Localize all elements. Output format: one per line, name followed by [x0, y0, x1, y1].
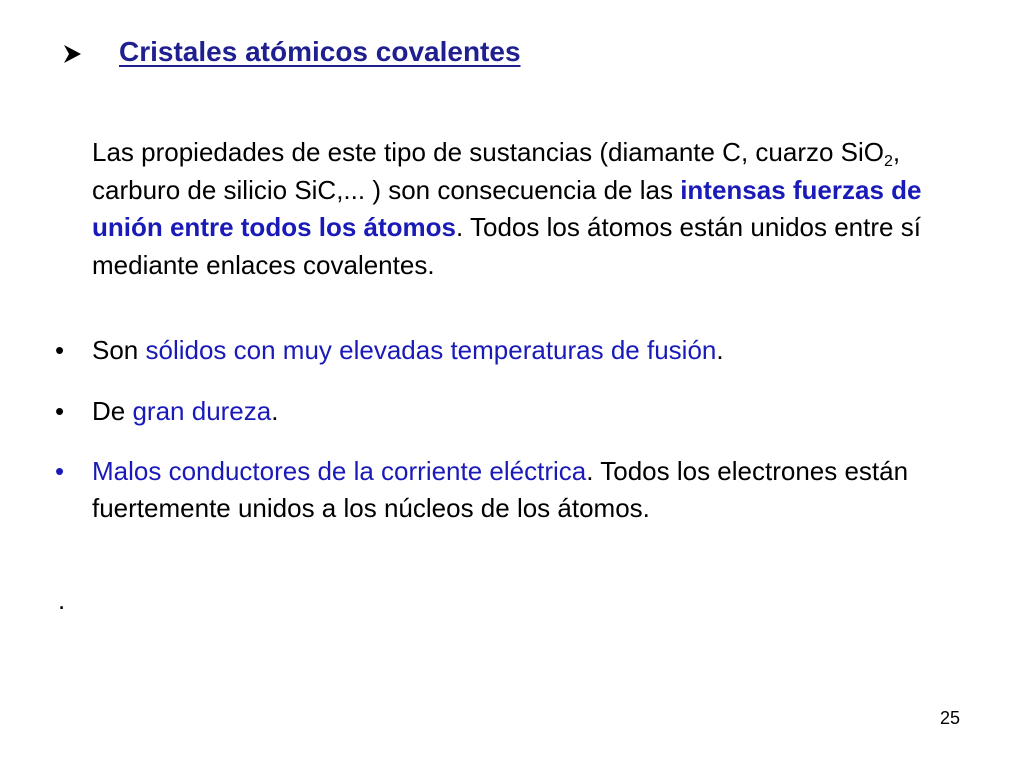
bullet-marker: • — [55, 335, 65, 365]
bullet-highlight: Malos conductores de la corriente eléctrica — [92, 456, 587, 486]
bullet-post: . — [271, 396, 279, 426]
trailing-period: . — [58, 585, 66, 615]
bullet-marker: • — [55, 396, 65, 426]
bullet-item-dureza — [55, 393, 955, 430]
bullet-highlight: gran dureza — [132, 396, 272, 426]
intro-highlight: intensas fuerzas de unión entre todos los átomos — [92, 174, 922, 242]
bullet-post: . — [716, 335, 724, 365]
slide-title: Cristales atómicos covalentes — [119, 36, 521, 67]
bullet-item-conductores — [55, 453, 955, 527]
intro-paragraph — [92, 134, 992, 284]
bullet-text — [92, 332, 955, 369]
bullet-highlight: sólidos con muy elevadas temperaturas de fusión — [145, 335, 717, 365]
bullet-pre: Son — [92, 335, 146, 365]
intro-subscript: 2 — [884, 153, 893, 170]
intro-text-1: Las propiedades de este tipo de sustancias (diamante C, cuarzo SiO — [92, 137, 885, 167]
bullet-item-fusion — [55, 332, 955, 369]
bullet-pre: De — [92, 396, 133, 426]
intro-text-3: . Todos los átomos están unidos entre sí mediante enlaces covalentes. — [92, 212, 921, 280]
bullet-marker: • — [55, 456, 65, 486]
bullet-text — [92, 393, 955, 430]
page-number: 25 — [940, 708, 961, 728]
bullet-text — [92, 453, 955, 527]
intro-text-2: , carburo de silicio SiC,... ) son consecuencia de las — [92, 137, 901, 205]
bullet-post: . Todos los electrones están fuertemente unidos a los núcleos de los átomos. — [92, 456, 909, 523]
title-row — [62, 36, 521, 68]
arrowhead-bullet-icon — [62, 44, 82, 64]
